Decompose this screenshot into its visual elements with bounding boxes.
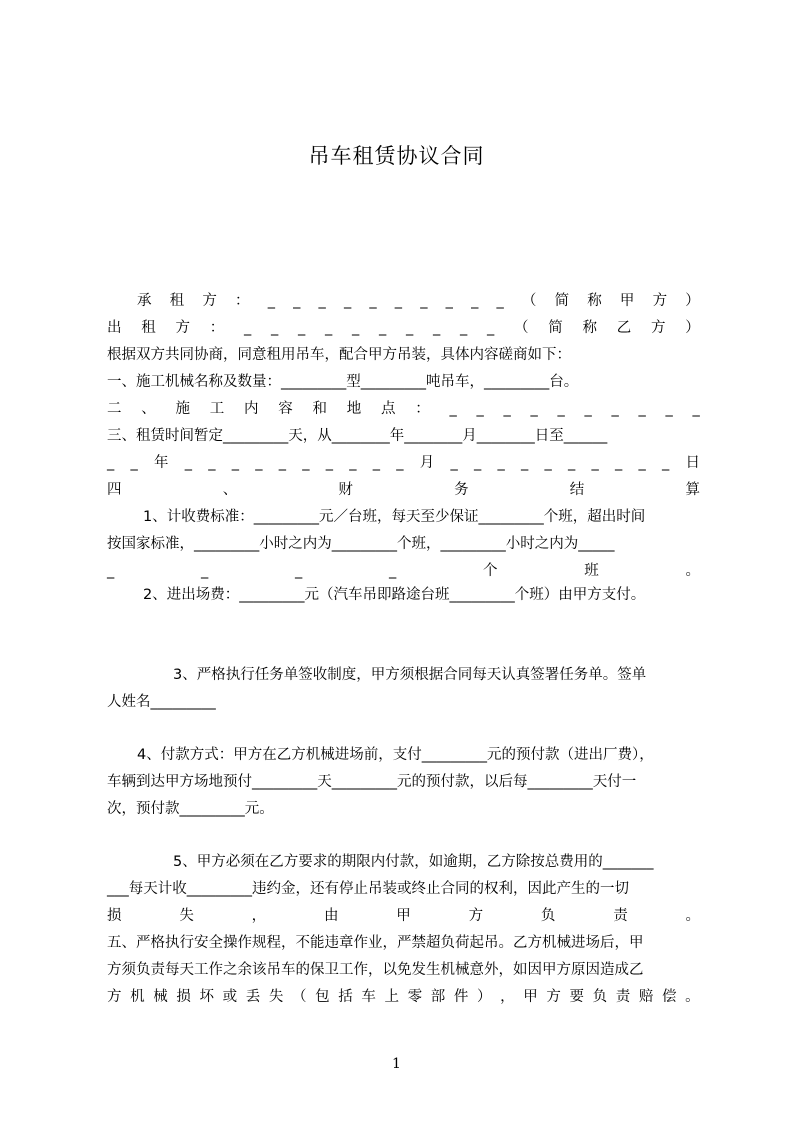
fee-standard-cont: 按国家标准，_________小时之内为_________个班，_________小时之内为_____ [107, 536, 615, 552]
page-number: 1 [392, 1056, 401, 1072]
late-payment-cont: ___每天计收_________违约金，还有停止吊装或终止合同的权利，因此产生的一切 [107, 881, 629, 897]
section-five-end: 方 机 械 损 坏 或 丢 失 （ 包 括 车 上 零 部 件 ） ， 甲 方 要 负 责 赔 偿 。 [107, 989, 700, 1005]
entry-fee-line: 2、进出场费：_________元（汽车吊即路途台班_________个班）由甲方支付。 [143, 587, 646, 603]
section-five-cont: 方须负责每天工作之余该吊车的保卫工作，以免发生机械意外，如因甲方原因造成乙 [107, 962, 644, 978]
fee-standard-line: 1、计收费标准：_________元／台班，每天至少保证_________个班，超出时间 [143, 509, 646, 525]
payment-line: 4、付款方式：甲方在乙方机械进场前，支付_________元的预付款（进出厂费）， [137, 747, 654, 763]
loss-line: 损 失 ， 由 甲 方 负 责 。 [107, 908, 700, 924]
section-two-line: 二 、 施 工 内 容 和 地 点 ： _ _ _ _ _ _ _ _ _ _ [107, 401, 700, 417]
section-five-line: 五、严格执行安全操作规程，不能违章作业，严禁超负荷起吊。乙方机械进场后，甲 [107, 935, 644, 951]
late-payment-line: 5、甲方必须在乙方要求的期限内付款，如逾期，乙方除按总费用的_______ [173, 854, 654, 870]
fee-standard-end: _ _ _ _ 个 班 。 [107, 563, 700, 579]
intro-line: 根据双方共同协商，同意租用吊车，配合甲方吊装，具体内容磋商如下： [107, 347, 571, 363]
section-three-cont: _ _ 年 _ _ _ _ _ _ _ _ _ _ 月 _ _ _ _ _ _ _ _ _ _ 日 [107, 455, 700, 471]
section-one-line: 一、施工机械名称及数量：_________型_________吨吊车，_________台。 [107, 374, 579, 390]
lessor-line: 出 租 方 ： _ _ _ _ _ _ _ _ _ _ （ 简 称 乙 方 ） [107, 320, 700, 336]
lessee-line: 承 租 方 ： _ _ _ _ _ _ _ _ _ _ （ 简 称 甲 方 ） [137, 293, 700, 309]
payment-cont-2: 次，预付款_________元。 [107, 801, 274, 817]
section-three-line: 三、租赁时间暂定_________天，从________年________月________日至______ [107, 428, 608, 444]
payment-cont-1: 车辆到达甲方场地预付_________天_________元的预付款，以后每_________天付一 [107, 774, 637, 790]
document-title: 吊车租赁协议合同 [308, 144, 485, 168]
task-order-cont: 人姓名_________ [107, 694, 216, 710]
task-order-line: 3、严格执行任务单签收制度，甲方须根据合同每天认真签署任务单。签单 [173, 667, 647, 683]
section-four-heading: 四 、 财 务 结 算 [107, 482, 700, 498]
